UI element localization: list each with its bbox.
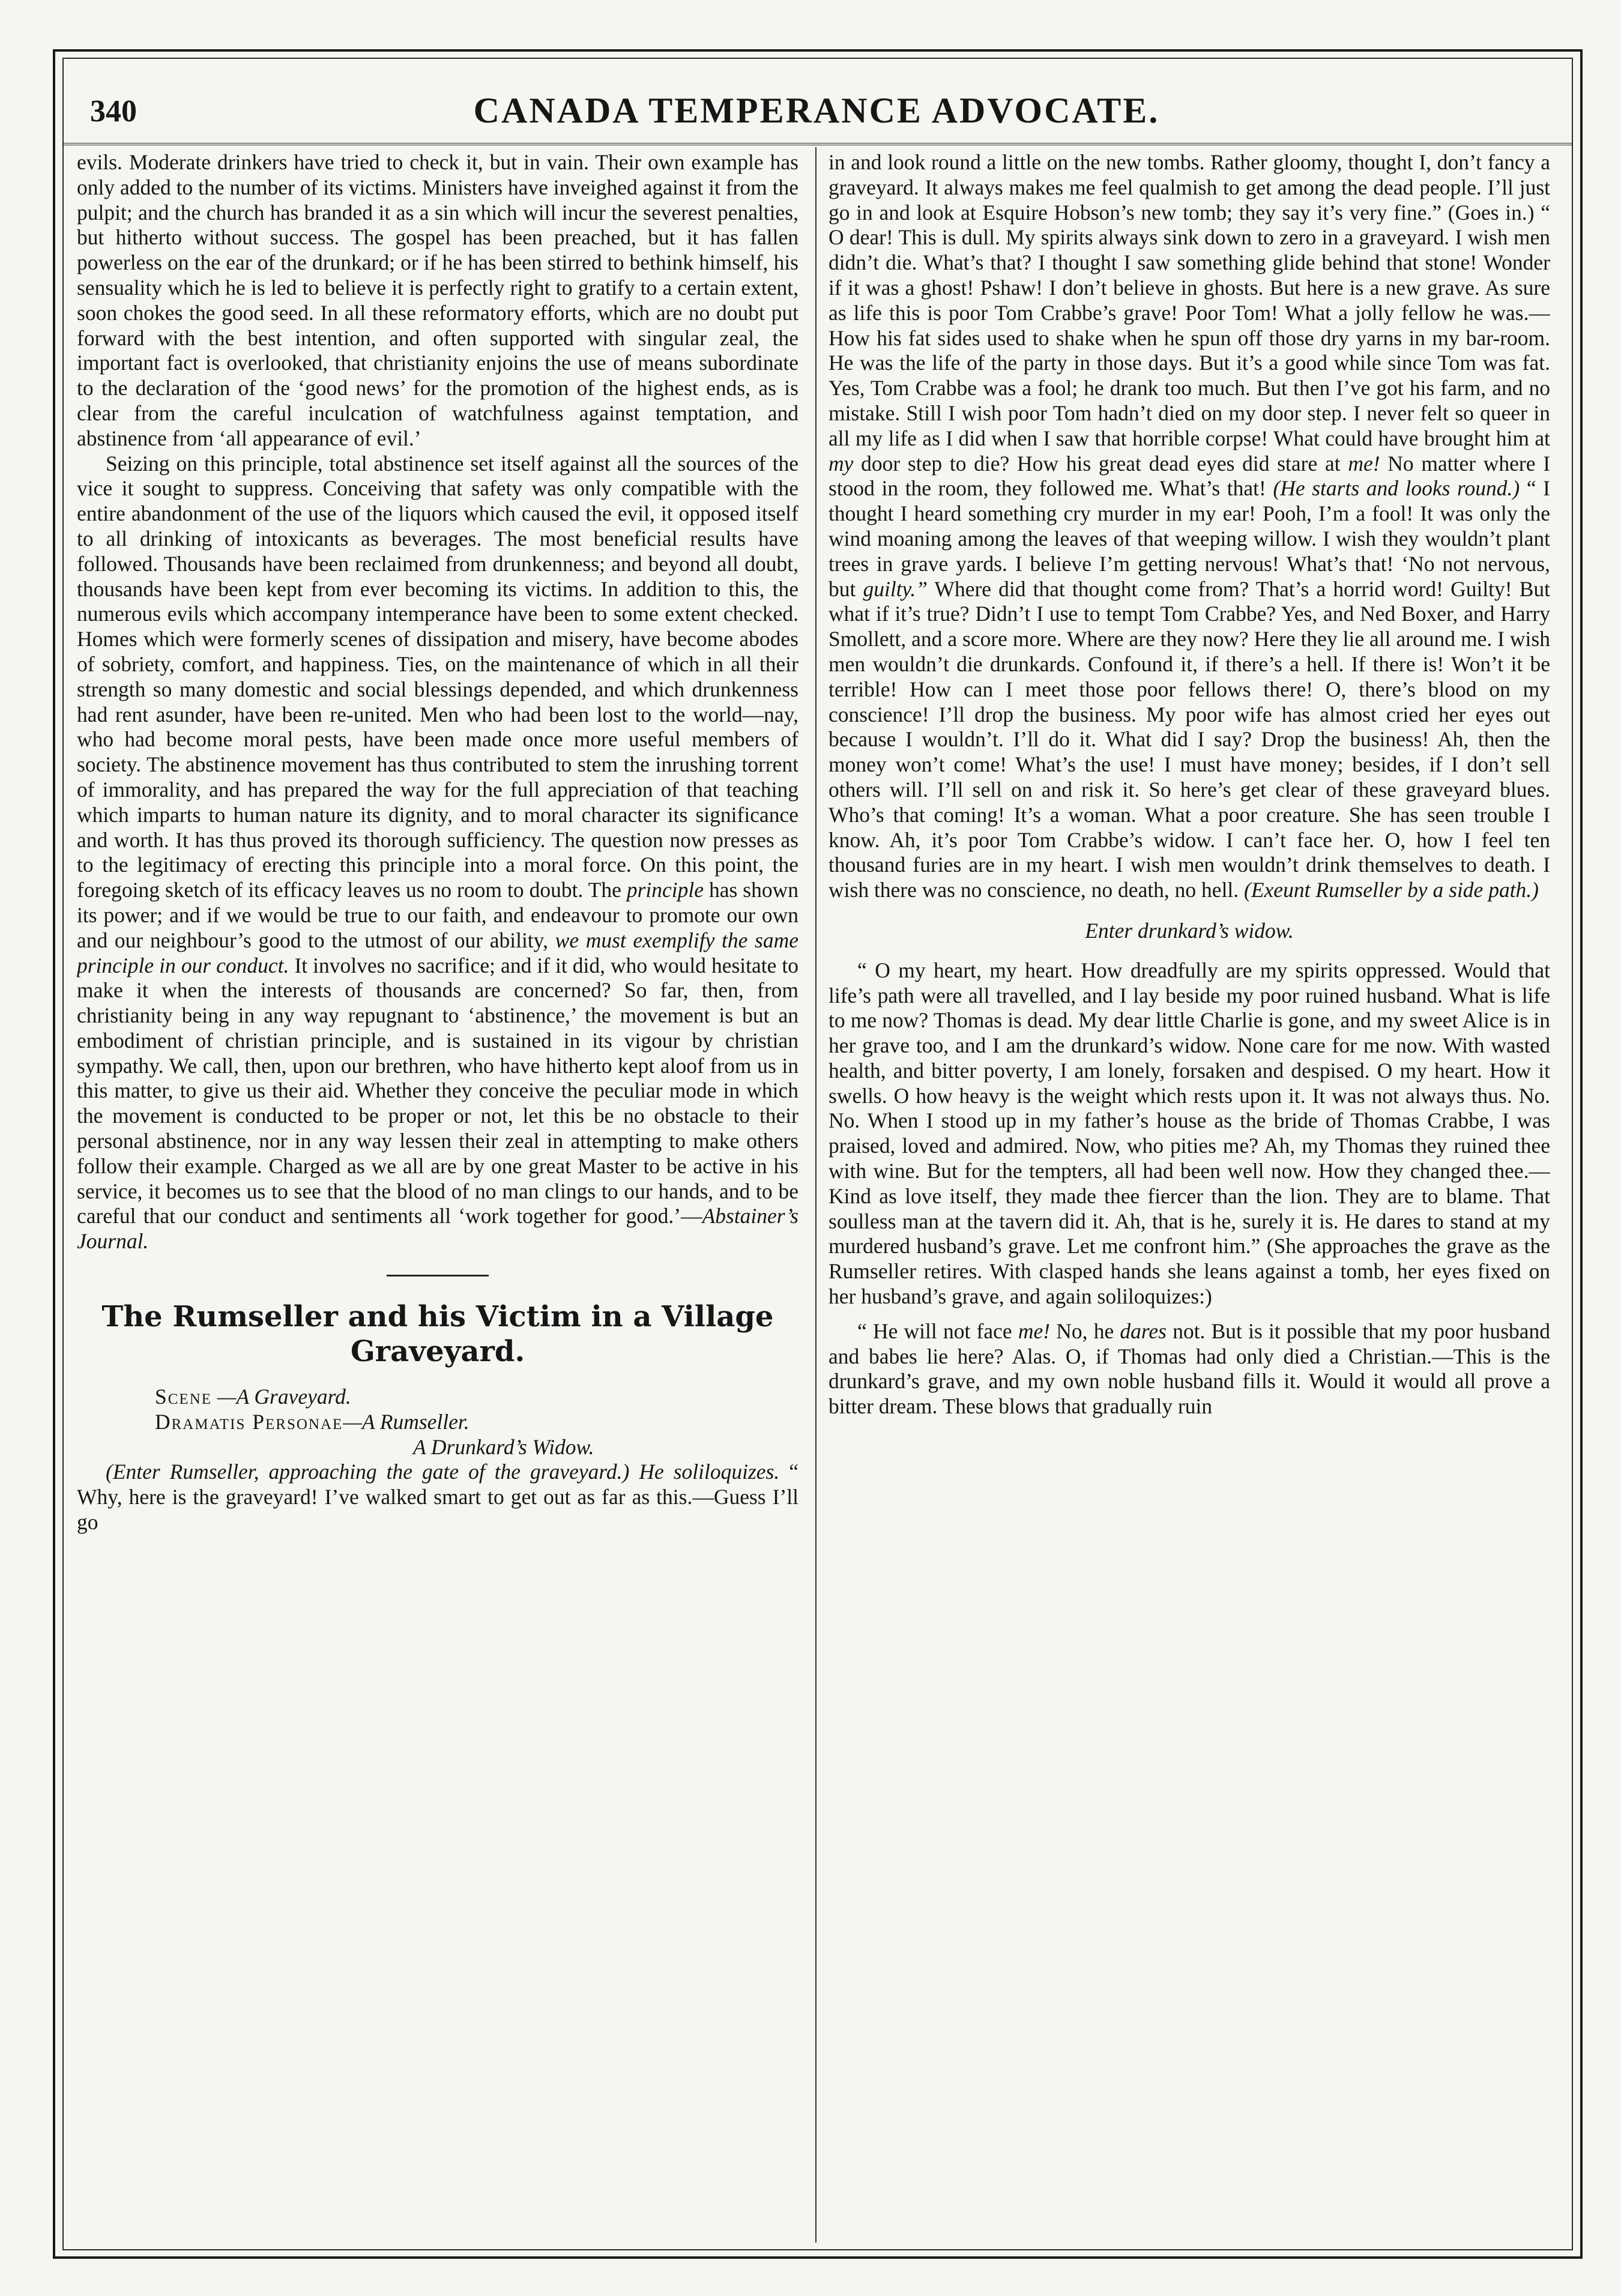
scene-line — [77, 1385, 798, 1410]
scene-subhead: Enter drunkard’s widow. — [1085, 918, 1294, 943]
speech: “ Why, here is the graveyard! I’ve walked smart to get out as far as this.—Guess I’ll go — [77, 1460, 798, 1535]
scene-value: —A Graveyard. — [217, 1385, 351, 1409]
right-column — [829, 150, 1550, 2240]
text-run: It involves no sacrifice; and if it did, who would hesitate to make it when the interests of thousands are concerned? So far, then, from christianity being in any way repugnant to ‘abstinence,’ the movement is but an embodiment of christian principle, and is sustained in its vigour by christian sympathy. We call, then, upon our brethren, who have hitherto kept aloof from us in this matter, to give us their aid. Whether they conceive the peculiar mode in which the movement is conducted to be proper or not, let this be no obstacle to their personal abstinence, nor in any way lessen their zeal in attempting to make others follow their example. Charged as we all are by one great Master to be active in his service, it becomes us to see that the blood of no man clings to our hands, and to be careful that our conduct and sentiments all ‘work together for good.’— — [77, 953, 798, 1228]
left-column — [77, 150, 798, 2240]
paragraph — [77, 1460, 798, 1535]
speech: Where did that thought come from? That’s a horrid word! Guilty! But what if it’s true? Didn’t I use to tempt Tom Crabbe? Yes, and Ned Boxer, and Harry Smollett, and a score more. Where are they now? Here they lie all around me. I wish men wouldn’t die drunkards. Confound it, if there’s a hell. If there is! Won’t it be terrible! How can I meet those poor fellows there! O, there’s blood on my conscience! I’ll drop the business. My poor wife has almost cried her eyes out because I wouldn’t. I’ll do it. What did I say? Drop the business! Ah, then the money won’t come! What’s the use! I must have money; besides, if I don’t sell others will. I’ll sell on and risk it. So here’s get clear of these graveyard blues. Who’s that coming! It’s a woman. What a poor creature. She has seen trouble I know. Ah, it’s poor Tom Crabbe’s widow. I can’t face her. O, how I feel ten thousand furies are in my heart. I wish men wouldn’t drink themselves to death. I wish there was no conscience, no death, no hell. — [829, 576, 1550, 902]
paragraph — [829, 1319, 1550, 1419]
speech: in and look round a little on the new tombs. Rather gloomy, thought I, don’t fancy a graveyard. It always makes me feel qualmish to get among the dead people. I’ll just go in and look at Esquire Hobson’s new tomb; they say it’s very fine.” (Goes in.) “ O dear! This is dull. My spirits always sink down to zero in a graveyard. I wish men didn’t die. What’s that? I thought I saw something glide behind that stone! Wonder if it was a ghost! Pshaw! I don’t believe in ghosts. But here is a new grave. As sure as life this is poor Tom Crabbe’s grave! Poor Tom! What a jolly fellow he was.—How his fat sides used to shake when he spun off those dry yarns in my bar-room. He was the life of the party in those days. But it’s a good while since Tom was fat. Yes, Tom Crabbe was a fool; he drank too much. But then I’ve got his farm, and no mistake. Still I wish poor Tom hadn’t died on my door step. I never felt so queer in all my life as I did when I saw that horrible corpse! What could have brought him at — [829, 150, 1550, 450]
dramatis-value: —A Rumseller. — [343, 1409, 469, 1434]
dramatis-label: Dramatis Personae — [155, 1409, 343, 1434]
emphasis: me! — [1348, 451, 1380, 476]
column-divider — [815, 147, 817, 2243]
page-header — [84, 90, 1549, 138]
running-title: CANADA TEMPERANCE ADVOCATE. — [473, 91, 1160, 130]
scene-label: Scene — [155, 1385, 213, 1409]
paragraph-text: Seizing on this principle, total abstinence set itself against all the sources of the vice it sought to suppress. Conceiving that safety was only compatible with the entire abandonment of the use of the liquors which caused the evil, it opposed itself to all drinking of intoxicants as beverages. The most beneficial results have followed. Thousands have been reclaimed from drunkenness; and beyond all doubt, thousands have been kept from ever becoming its victims. In addition to this, the numerous evils which accompany intemperance have been to some extent checked. Homes which were formerly scenes of dissipation and misery, have become abodes of sobriety, comfort, and happiness. Ties, on the maintenance of which in all their strength so many domestic and social blessings depended, and which drunkenness had rent asunder, have been re-united. Men who had been lost to the world—nay, who had become moral pests, have been made once more useful members of society. The abstinence movement has thus contributed to stem the inrushing torrent of immorality, and has prepared the way for the full appreciation of that teaching which imparts to human nature its dignity, and to moral character its significance and worth. It has thus proved its thorough sufficiency. The question now presses as to the legitimacy of erecting this principle into a moral force. On this point, the foregoing sketch of its efficacy leaves us no room to doubt. — [77, 451, 798, 902]
speech: No, he — [1056, 1319, 1114, 1343]
emphasis: dares — [1120, 1319, 1167, 1343]
text-run: has shown its power; and if we would be true to our faith, and endeavour to promote our own and our neighbour’s good to the utmost of our ability, — [77, 878, 798, 952]
dramatis-widow: A Drunkard’s Widow. — [413, 1434, 594, 1459]
speech: “ He will not face — [857, 1319, 1012, 1343]
text-run: The — [588, 878, 621, 902]
page-number: 340 — [90, 94, 137, 128]
dramatis-line — [77, 1410, 798, 1435]
emphasis: we must exemplify the same principle in our conduct. — [77, 928, 798, 977]
paragraph-gap — [829, 1310, 1550, 1319]
emphasis: me! — [1018, 1319, 1051, 1343]
paragraph: evils. Moderate drinkers have tried to check it, but in vain. Their own example has only added to the number of its victims. Ministers have inveighed against it from the pulpit; and the church has branded it as a sin which will incur the severest penalties, but hitherto without success. The gospel has been preached, but it has fallen powerless on the ear of the drunkard; or if he has been stirred to bethink himself, his sensuality which he is led to believe it is perfectly right to gratify to a certain extent, soon chokes the good seed. In all these reformatory efforts, which are no doubt put forward with the best intention, and often supported with singular zeal, the important fact is overlooked, that christianity enjoins the use of means subordinate to the declaration of the ‘good news’ for the promotion of the highest ends, as is clear from the careful inculcation of watchfulness against temptation, and abstinence from ‘all appearance of evil.’ — [77, 150, 798, 450]
emphasis: guilty.” — [863, 576, 928, 601]
dramatis-personae — [77, 1385, 798, 1460]
speech: not. But is it possible that my poor husband and babes lie here? Alas. O, if Thomas had only died a Christian.—This is the drunkard’s grave, and my own noble husband fills it. Would it would all prove a bitter dream. These blows that gradually ruin — [829, 1319, 1550, 1419]
header-rule — [62, 143, 1573, 145]
speech: “ I thought I heard something cry murder in my ear! Pooh, I’m a fool! It was only the wind moaning among the leaves of that weeping willow. I wish they wouldn’t plant trees in grave yards. I believe I’m getting nervous! What’s that! ‘No not nervous, but — [829, 476, 1550, 601]
emphasis: my — [829, 451, 854, 476]
source-attribution: Abstainer’s Journal. — [77, 1204, 798, 1254]
paragraph — [77, 452, 798, 1255]
stage-direction: (Exeunt Rumseller by a side path.) — [1244, 878, 1539, 902]
speech: door step to die? How his great dead eyes did stare at — [861, 451, 1341, 476]
stage-direction: He soliloquizes. — [639, 1460, 780, 1484]
speech: No matter where I stood in the room, they followed me. What’s that! — [829, 451, 1550, 501]
section-rule — [387, 1275, 489, 1276]
article-title: The Rumseller and his Victim in a Village Graveyard. — [101, 1300, 774, 1369]
paragraph: “ O my heart, my heart. How dreadfully are my spirits oppressed. Would that life’s path were all travelled, and I lay beside my poor ruined husband. What is life to me now? Thomas is dead. My dear little Charlie is gone, and my sweet Alice is in her grave too, and I am the drunkard’s widow. None care for me now. With wasted health, and bitter poverty, I am lonely, forsaken and despised. O my heart. How it swells. O how heavy is the weight which rests upon it. It was not always thus. No. No. When I stood up in my father’s house as the bride of Thomas Crabbe, I was praised, loved and admired. Now, who pities me? Ah, my Thomas they ruined thee with wine. But for the tempters, all had been well now. How they changed thee.—Kind as love itself, they made thee fiercer than the lion. They are to blame. That soulless man at the tavern did it. Ah, that is he, surely it is. He dares to stand at my murdered husband’s grave. Let me confront him.” (She approaches the grave as the Rumseller retires. With clasped hands she leans against a tomb, her eyes fixed on her husband’s grave, and again soliloquizes:) — [829, 958, 1550, 1309]
stage-direction: (Enter Rumseller, approaching the gate of the graveyard.) — [106, 1460, 630, 1484]
emphasis: principle — [626, 878, 704, 902]
stage-direction: (He starts and looks round.) — [1273, 476, 1520, 501]
paragraph — [829, 150, 1550, 903]
